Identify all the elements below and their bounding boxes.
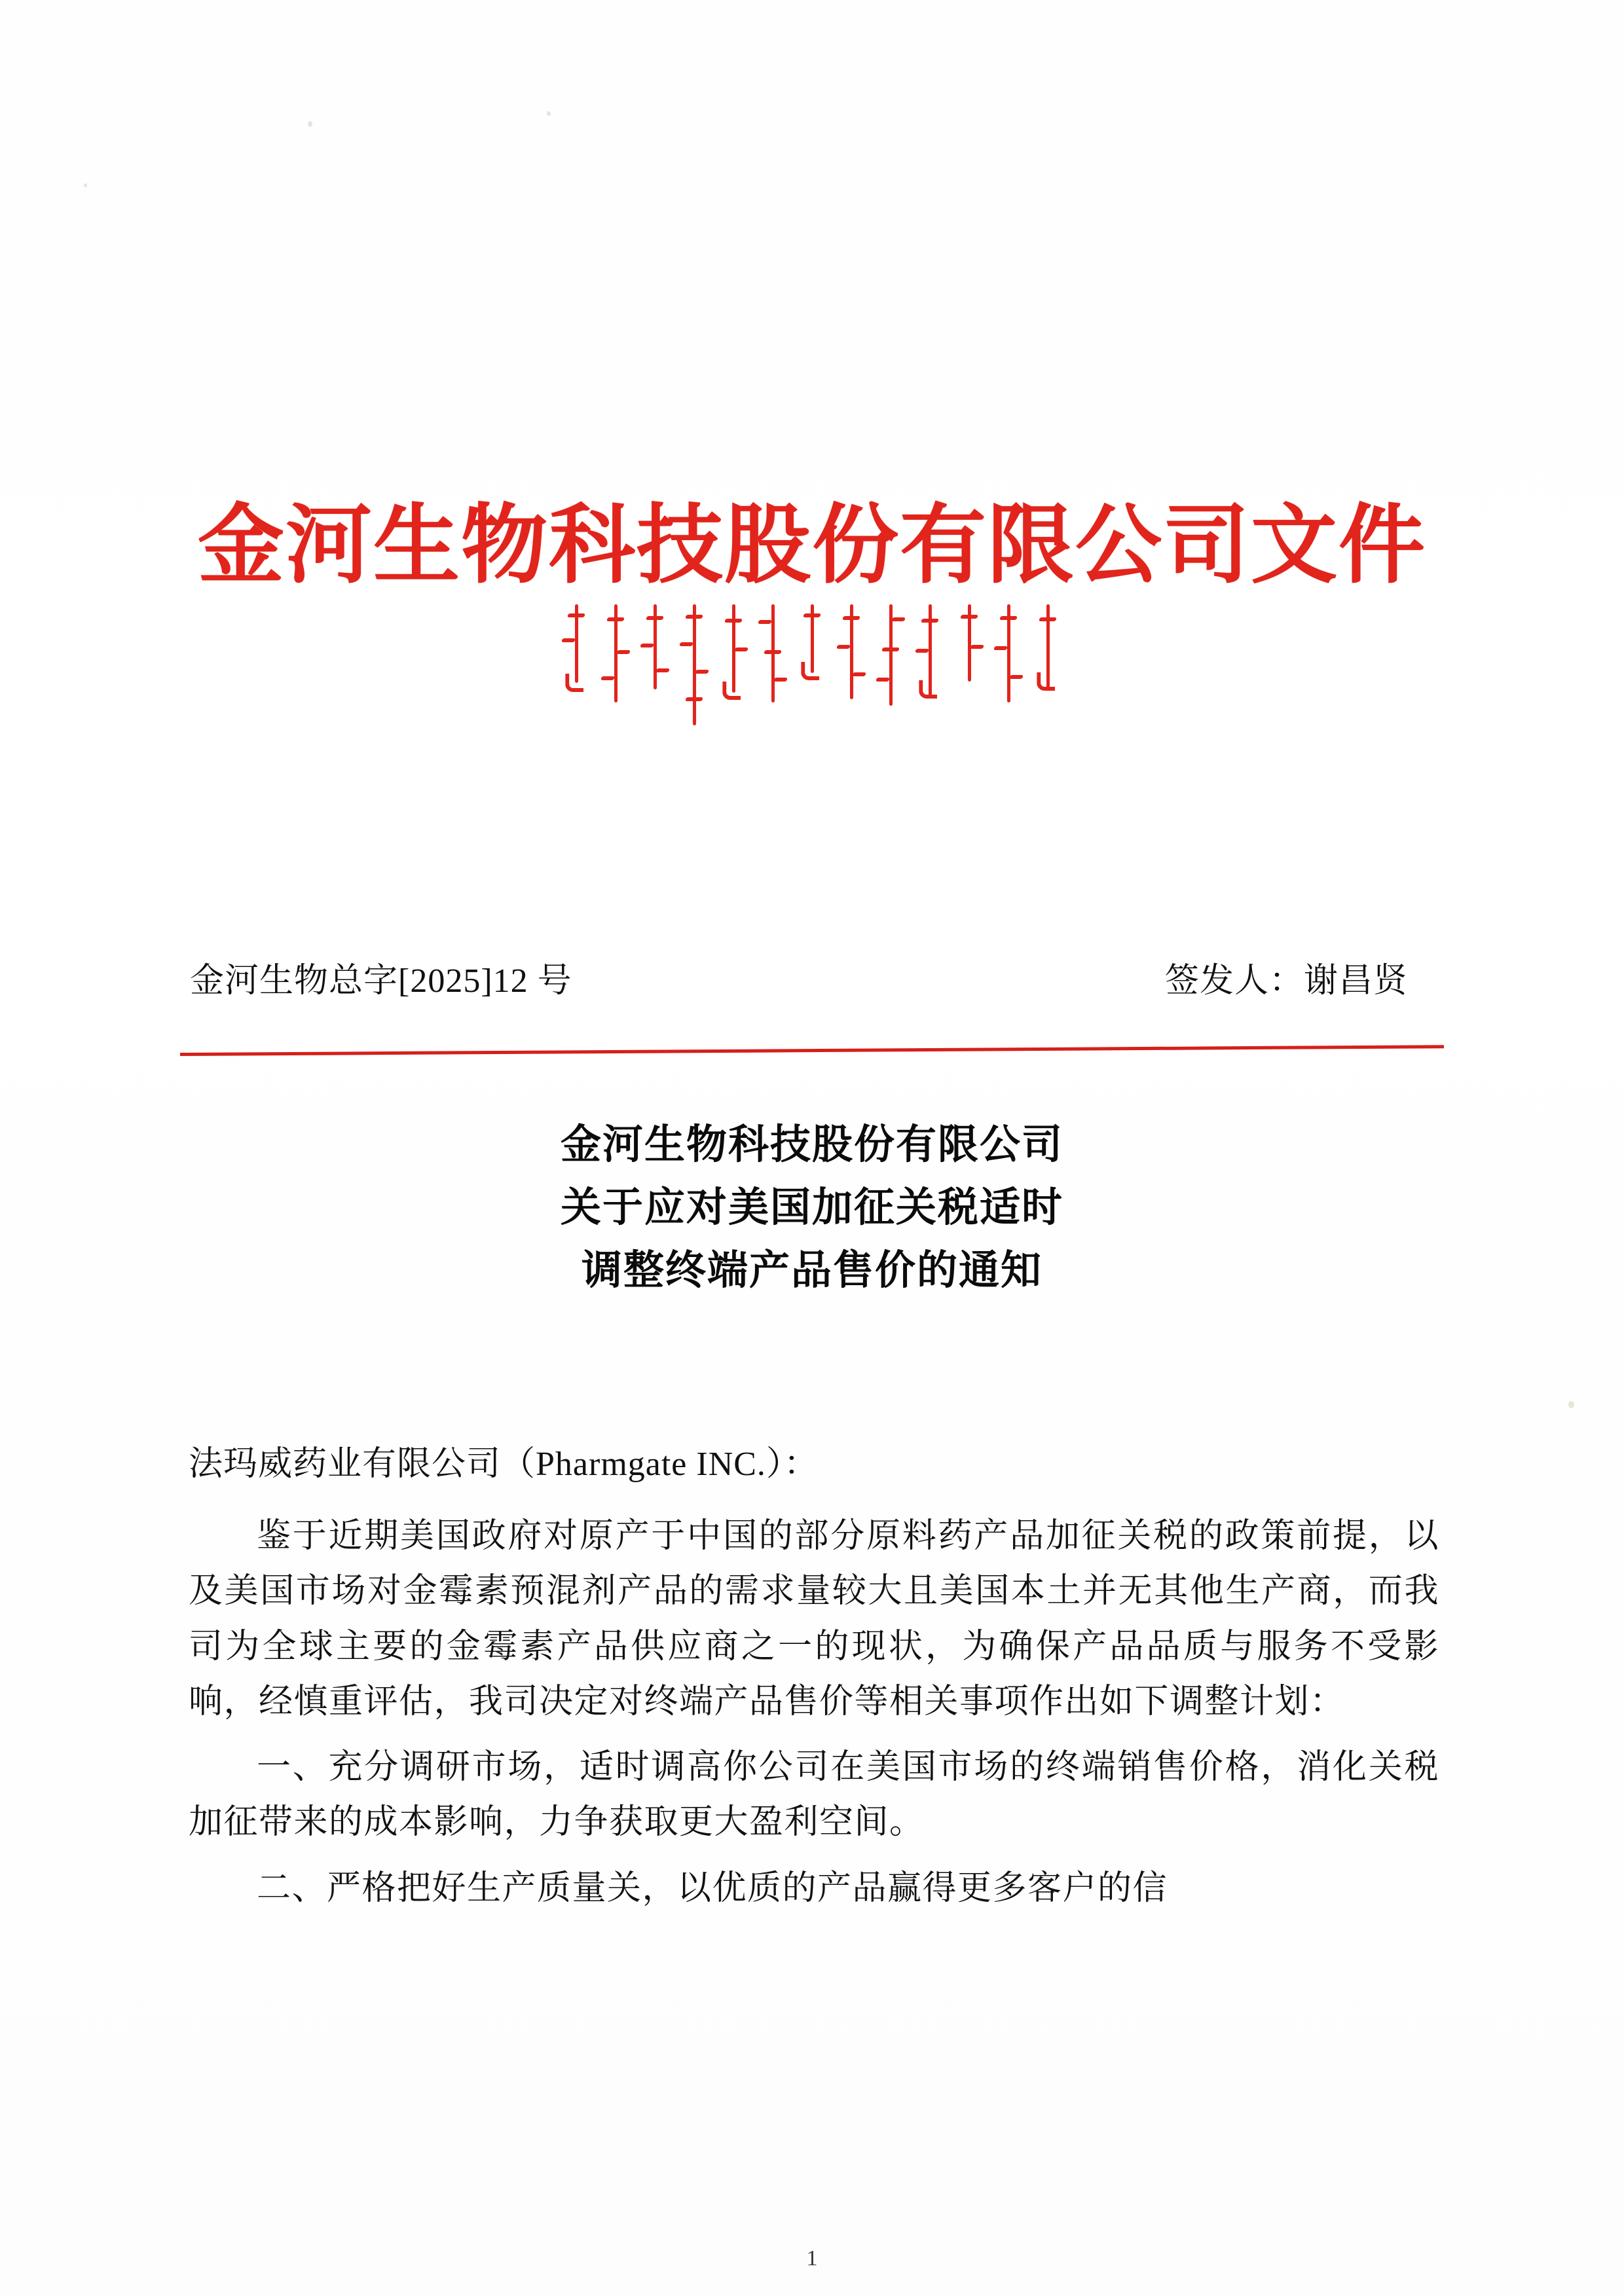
mongolian-glyph — [1037, 604, 1059, 688]
mongolian-glyph — [762, 604, 784, 702]
title-line-3: 调整终端产品售价的通知 — [581, 1246, 1043, 1294]
body-paragraph-2: 一、充分调研市场，适时调高你公司在美国市场的终端销售价格，消化关税加征带来的成本影响，力争获取更大盈利空间。 — [189, 1749, 1439, 1842]
mongolian-glyph — [801, 604, 823, 673]
body-paragraph-1: 鉴于近期美国政府对原产于中国的部分原料药产品加征关税的政策前提，以及美国市场对金霉素预混剂产品的需求量较大且美国本土并无其他生产商，而我司为全球主要的金霉素产品供应商之一的现状，为确保产品品质与服务不受影响，经慎重评估，我司决定对终端产品售价等相关事项作出如下调整计划： — [189, 1518, 1439, 1721]
mongolian-glyph — [604, 604, 627, 702]
mongolian-glyph — [565, 604, 587, 683]
scan-speckle — [308, 121, 312, 127]
document-number-row — [190, 953, 1434, 1002]
mongolian-script-line — [0, 604, 1624, 735]
title-line-2: 关于应对美国加征关税适时 — [560, 1183, 1063, 1231]
mongolian-glyph — [879, 604, 902, 706]
red-divider-rule — [180, 1045, 1444, 1056]
mongolian-glyph — [644, 604, 666, 689]
scan-speckle — [547, 111, 551, 116]
document-title — [0, 1113, 1624, 1302]
scan-speckle — [1568, 1401, 1574, 1408]
salutation: 法玛威药业有限公司（Pharmgate INC.）： — [189, 1446, 819, 1483]
document-body — [189, 1437, 1439, 1927]
page-number: 1 — [806, 2246, 818, 2270]
document-number: 金河生物总字[2025]12 号 — [190, 962, 572, 1000]
mongolian-glyph — [997, 604, 1020, 702]
title-line-1: 金河生物科技股份有限公司 — [560, 1120, 1063, 1168]
letterhead — [0, 494, 1624, 735]
mongolian-glyph — [919, 604, 941, 696]
mongolian-glyph — [958, 604, 980, 682]
mongolian-glyph — [840, 604, 862, 699]
signer: 签发人：谢昌贤 — [1164, 962, 1408, 1000]
scan-speckle — [84, 183, 87, 187]
mongolian-glyph — [722, 604, 745, 693]
mongolian-glyph — [683, 604, 705, 725]
company-letterhead-title: 金河生物科技股份有限公司文件 — [198, 494, 1426, 596]
body-paragraph-3: 二、严格把好生产质量关，以优质的产品赢得更多客户的信 — [257, 1869, 1168, 1907]
